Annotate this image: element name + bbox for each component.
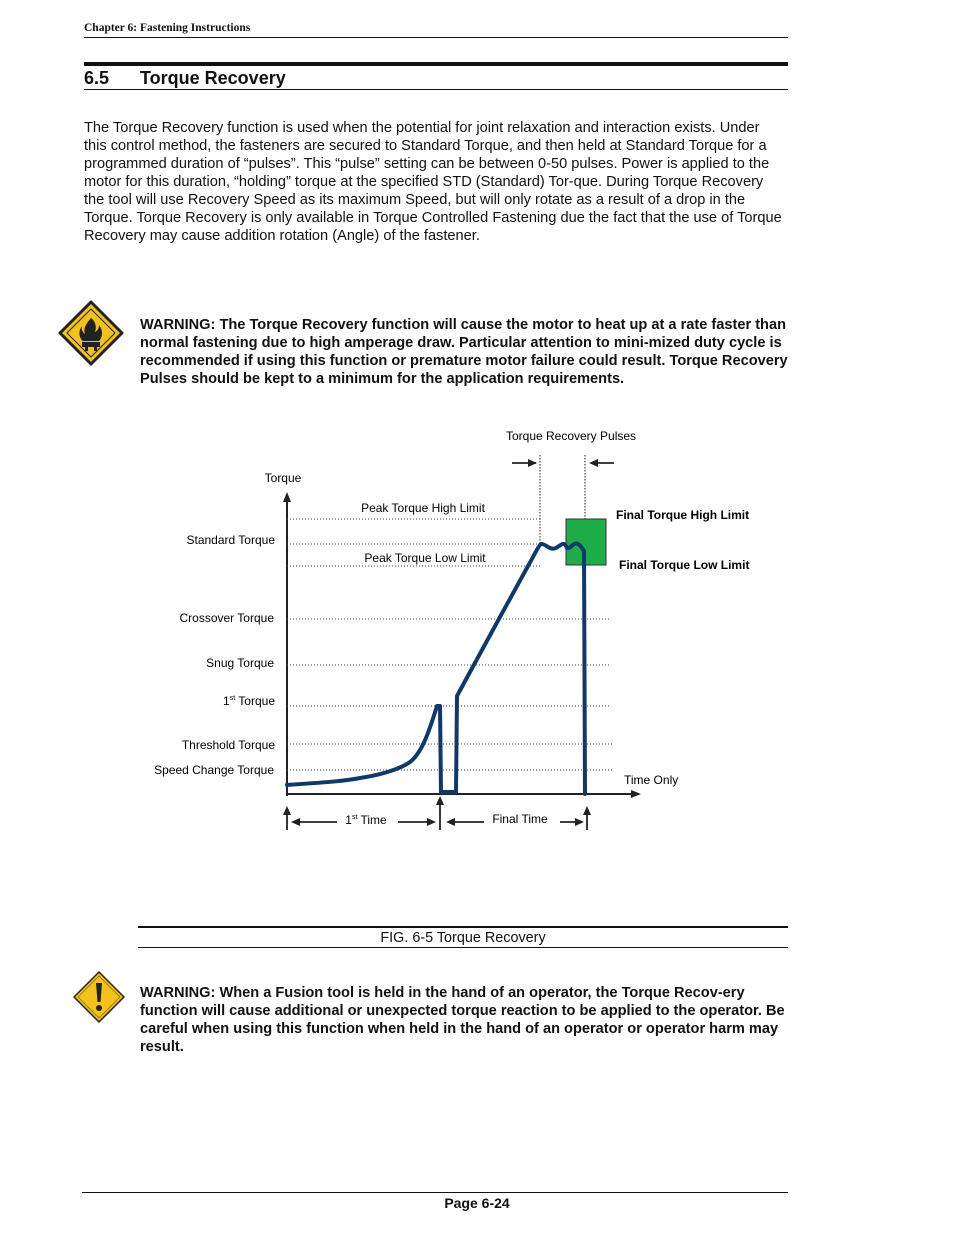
figure-caption: FIG. 6-5 Torque Recovery [380,930,546,946]
snug-torque-label: Snug Torque [206,656,274,670]
caution-warning-icon [72,970,126,1024]
section-heading [84,68,286,89]
arrow-left-icon [291,818,300,826]
chapter-header: Chapter 6: Fastening Instructions [84,22,251,34]
y-axis-arrow-icon [283,492,291,502]
standard-torque-label: Standard Torque [186,533,275,547]
final-high-limit-label: Final Torque High Limit [616,508,750,522]
recovery-pulses-label: Torque Recovery Pulses [505,429,637,443]
header-rule [84,37,788,38]
section-bottom-rule [84,89,788,90]
arrow-left-icon [446,818,455,826]
arrow-right-icon [575,818,584,826]
threshold-torque-label: Threshold Torque [181,738,275,752]
caption-bottom-rule [138,947,788,948]
intro-paragraph: The Torque Recovery function is used when the potential for joint relaxation and interaction exists. Under this control method, the fasteners are secured to Standard Torque, and then held at Standard Torque for a programmed duration of “pulses”. This “pulse” setting can be between 0-50 pulses. Power is applied to the motor for this duration, “holding” torque at the specified STD (Standard) Tor-que. During Torque Recovery the tool will use Recovery Speed as its maximum Speed, but will only rotate as a result of a drop in the Torque. Torque Recovery is only available in Torque Controlled Fastening due the fact that the use of Torque Recovery may cause addition rotation (Angle) of the fastener. [84,120,782,244]
final-low-limit-label: Final Torque Low Limit [619,558,750,572]
arrow-up-icon [436,796,444,805]
arrow-right-icon [528,459,537,467]
section-top-rule [84,62,788,66]
arrow-up-icon [583,806,591,815]
speed-change-torque-label: Speed Change Torque [154,763,274,777]
arrow-right-icon [427,818,436,826]
torque-curve [287,543,585,794]
warning-text-1: WARNING: The Torque Recovery function will cause the motor to heat up at a rate faster than normal fastening due to high amperage draw. Particular attention to mini-mized duty cycle is recommended if using this function or premature motor failure could result. Torque Recovery Pulses should be kept to a minimum for the application requirements. [140,317,788,387]
final-time-label: Final Time [492,812,548,826]
arrow-left-icon [589,459,598,467]
page-number: Page 6-24 [444,1195,510,1211]
first-time-label: 1st Time [345,813,387,827]
first-torque-label: 1st Torque [223,694,275,708]
fire-warning-icon [58,300,124,366]
section-title: Torque Recovery [140,68,286,88]
footer-rule [82,1192,788,1193]
peak-high-limit-label: Peak Torque High Limit [361,501,485,515]
x-axis-label: Time Only [624,773,679,787]
x-axis-arrow-icon [631,790,641,798]
peak-low-limit-label: Peak Torque Low Limit [364,551,486,565]
torque-recovery-figure [0,420,954,840]
warning-text-2: WARNING: When a Fusion tool is held in the hand of an operator, the Torque Recov-ery function will cause additional or unexpected torque reaction to be applied to the operator. Be careful when using this function when held in the hand of an operator or operator harm may result. [140,985,785,1055]
arrow-up-icon [283,806,291,815]
crossover-torque-label: Crossover Torque [179,611,274,625]
section-number: 6.5 [84,68,110,88]
y-axis-label: Torque [264,471,302,485]
caption-top-rule [138,926,788,928]
